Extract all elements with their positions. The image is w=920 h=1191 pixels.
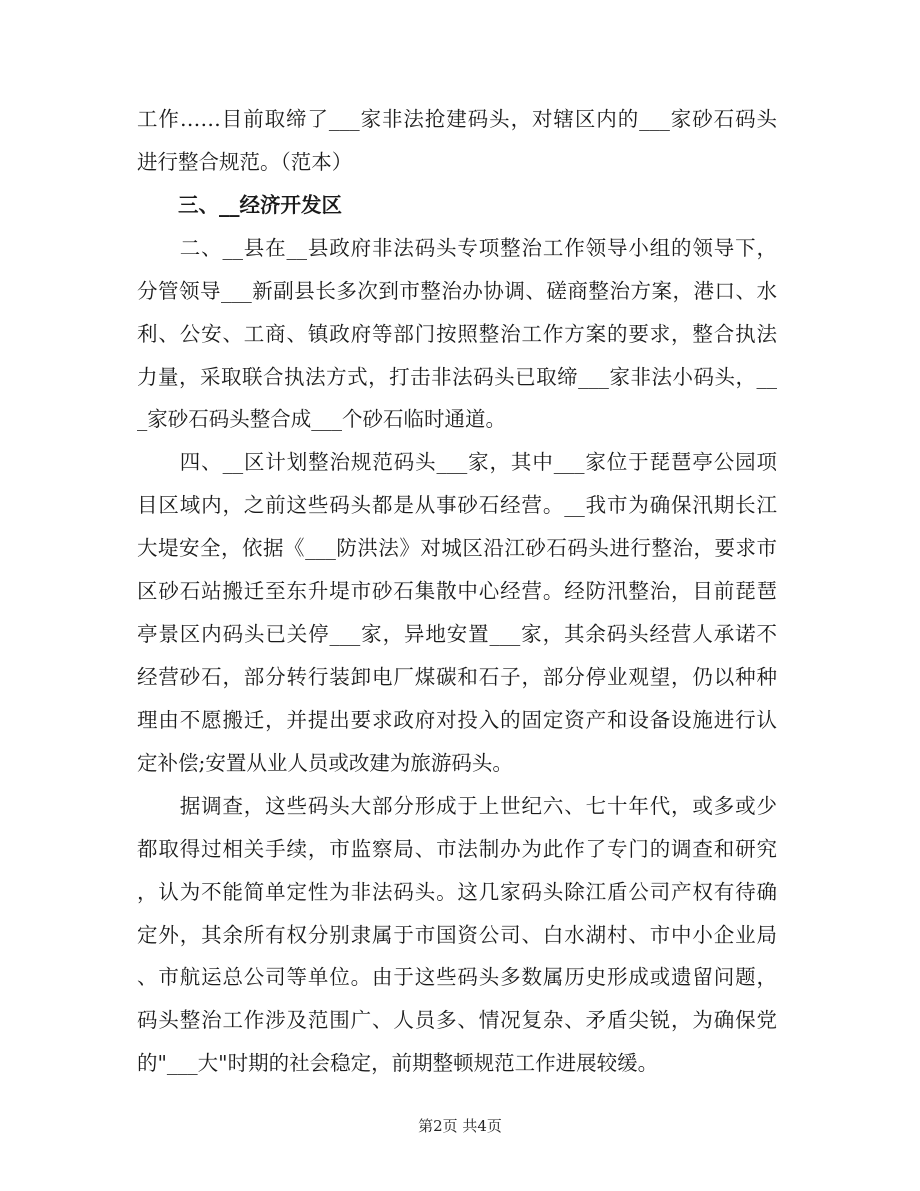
text-line: 都取得过相关手续，市监察局、市法制办为此作了专门的调查和研究 <box>137 837 777 861</box>
text-line: 亭景区内码头已关停___家，异地安置___家，其余码头经营人承诺不 <box>137 622 777 646</box>
text-line: 进行整合规范。（范本） <box>137 150 353 174</box>
text-line: 区砂石站搬迁至东升堤市砂石集散中心经营。经防汛整治，目前琵琶 <box>137 579 777 603</box>
text-line: 理由不愿搬迁，并提出要求政府对投入的固定资产和设备设施进行认 <box>137 708 777 732</box>
text-line: _家砂石码头整合成___个砂石临时通道。 <box>137 407 506 431</box>
text-line: 工作……目前取缔了___家非法抢建码头，对辖区内的___家砂石码头 <box>137 107 777 131</box>
text-line: 分管领导___新副县长多次到市整治办协调、磋商整治方案，港口、水 <box>137 279 777 303</box>
text-line: 目区域内，之前这些码头都是从事砂石经营。__我市为确保汛期长江 <box>137 493 777 517</box>
text-line: 码头整治工作涉及范围广、人员多、情况复杂、矛盾尖锐，为确保党 <box>137 1008 777 1032</box>
text-line: 经营砂石，部分转行装卸电厂煤碳和石子，部分停业观望，仍以种种 <box>137 665 777 689</box>
text-line: 据调查，这些码头大部分形成于上世纪六、七十年代，或多或少 <box>137 794 777 818</box>
text-line: 定外，其余所有权分别隶属于市国资公司、白水湖村、市中小企业局 <box>137 923 777 947</box>
page-number: 第2页 共4页 <box>418 1117 502 1135</box>
text-line: 利、公安、工商、镇政府等部门按照整治工作方案的要求，整合执法 <box>137 322 777 346</box>
text-line: 四、__区计划整治规范码头___家，其中___家位于琵琶亭公园项 <box>137 450 777 474</box>
text-line: 力量，采取联合执法方式，打击非法码头已取缔___家非法小码头，__ <box>137 365 777 389</box>
text-line: 定补偿;安置从业人员或改建为旅游码头。 <box>137 751 513 775</box>
text-line: ，认为不能简单定性为非法码头。这几家码头除江盾公司产权有待确 <box>137 880 777 904</box>
text-line: 、市航运总公司等单位。由于这些码头多数属历史形成或遗留问题， <box>137 965 777 989</box>
text-line: 大堤安全，依据《___防洪法》对城区沿江砂石码头进行整治，要求市 <box>137 536 777 560</box>
text-line: 的"___大"时期的社会稳定，前期整顿规范工作进展较缓。 <box>137 1051 659 1075</box>
section-heading: 三、__经济开发区 <box>137 193 342 217</box>
text-line: 二、__县在__县政府非法码头专项整治工作领导小组的领导下， <box>137 236 777 260</box>
